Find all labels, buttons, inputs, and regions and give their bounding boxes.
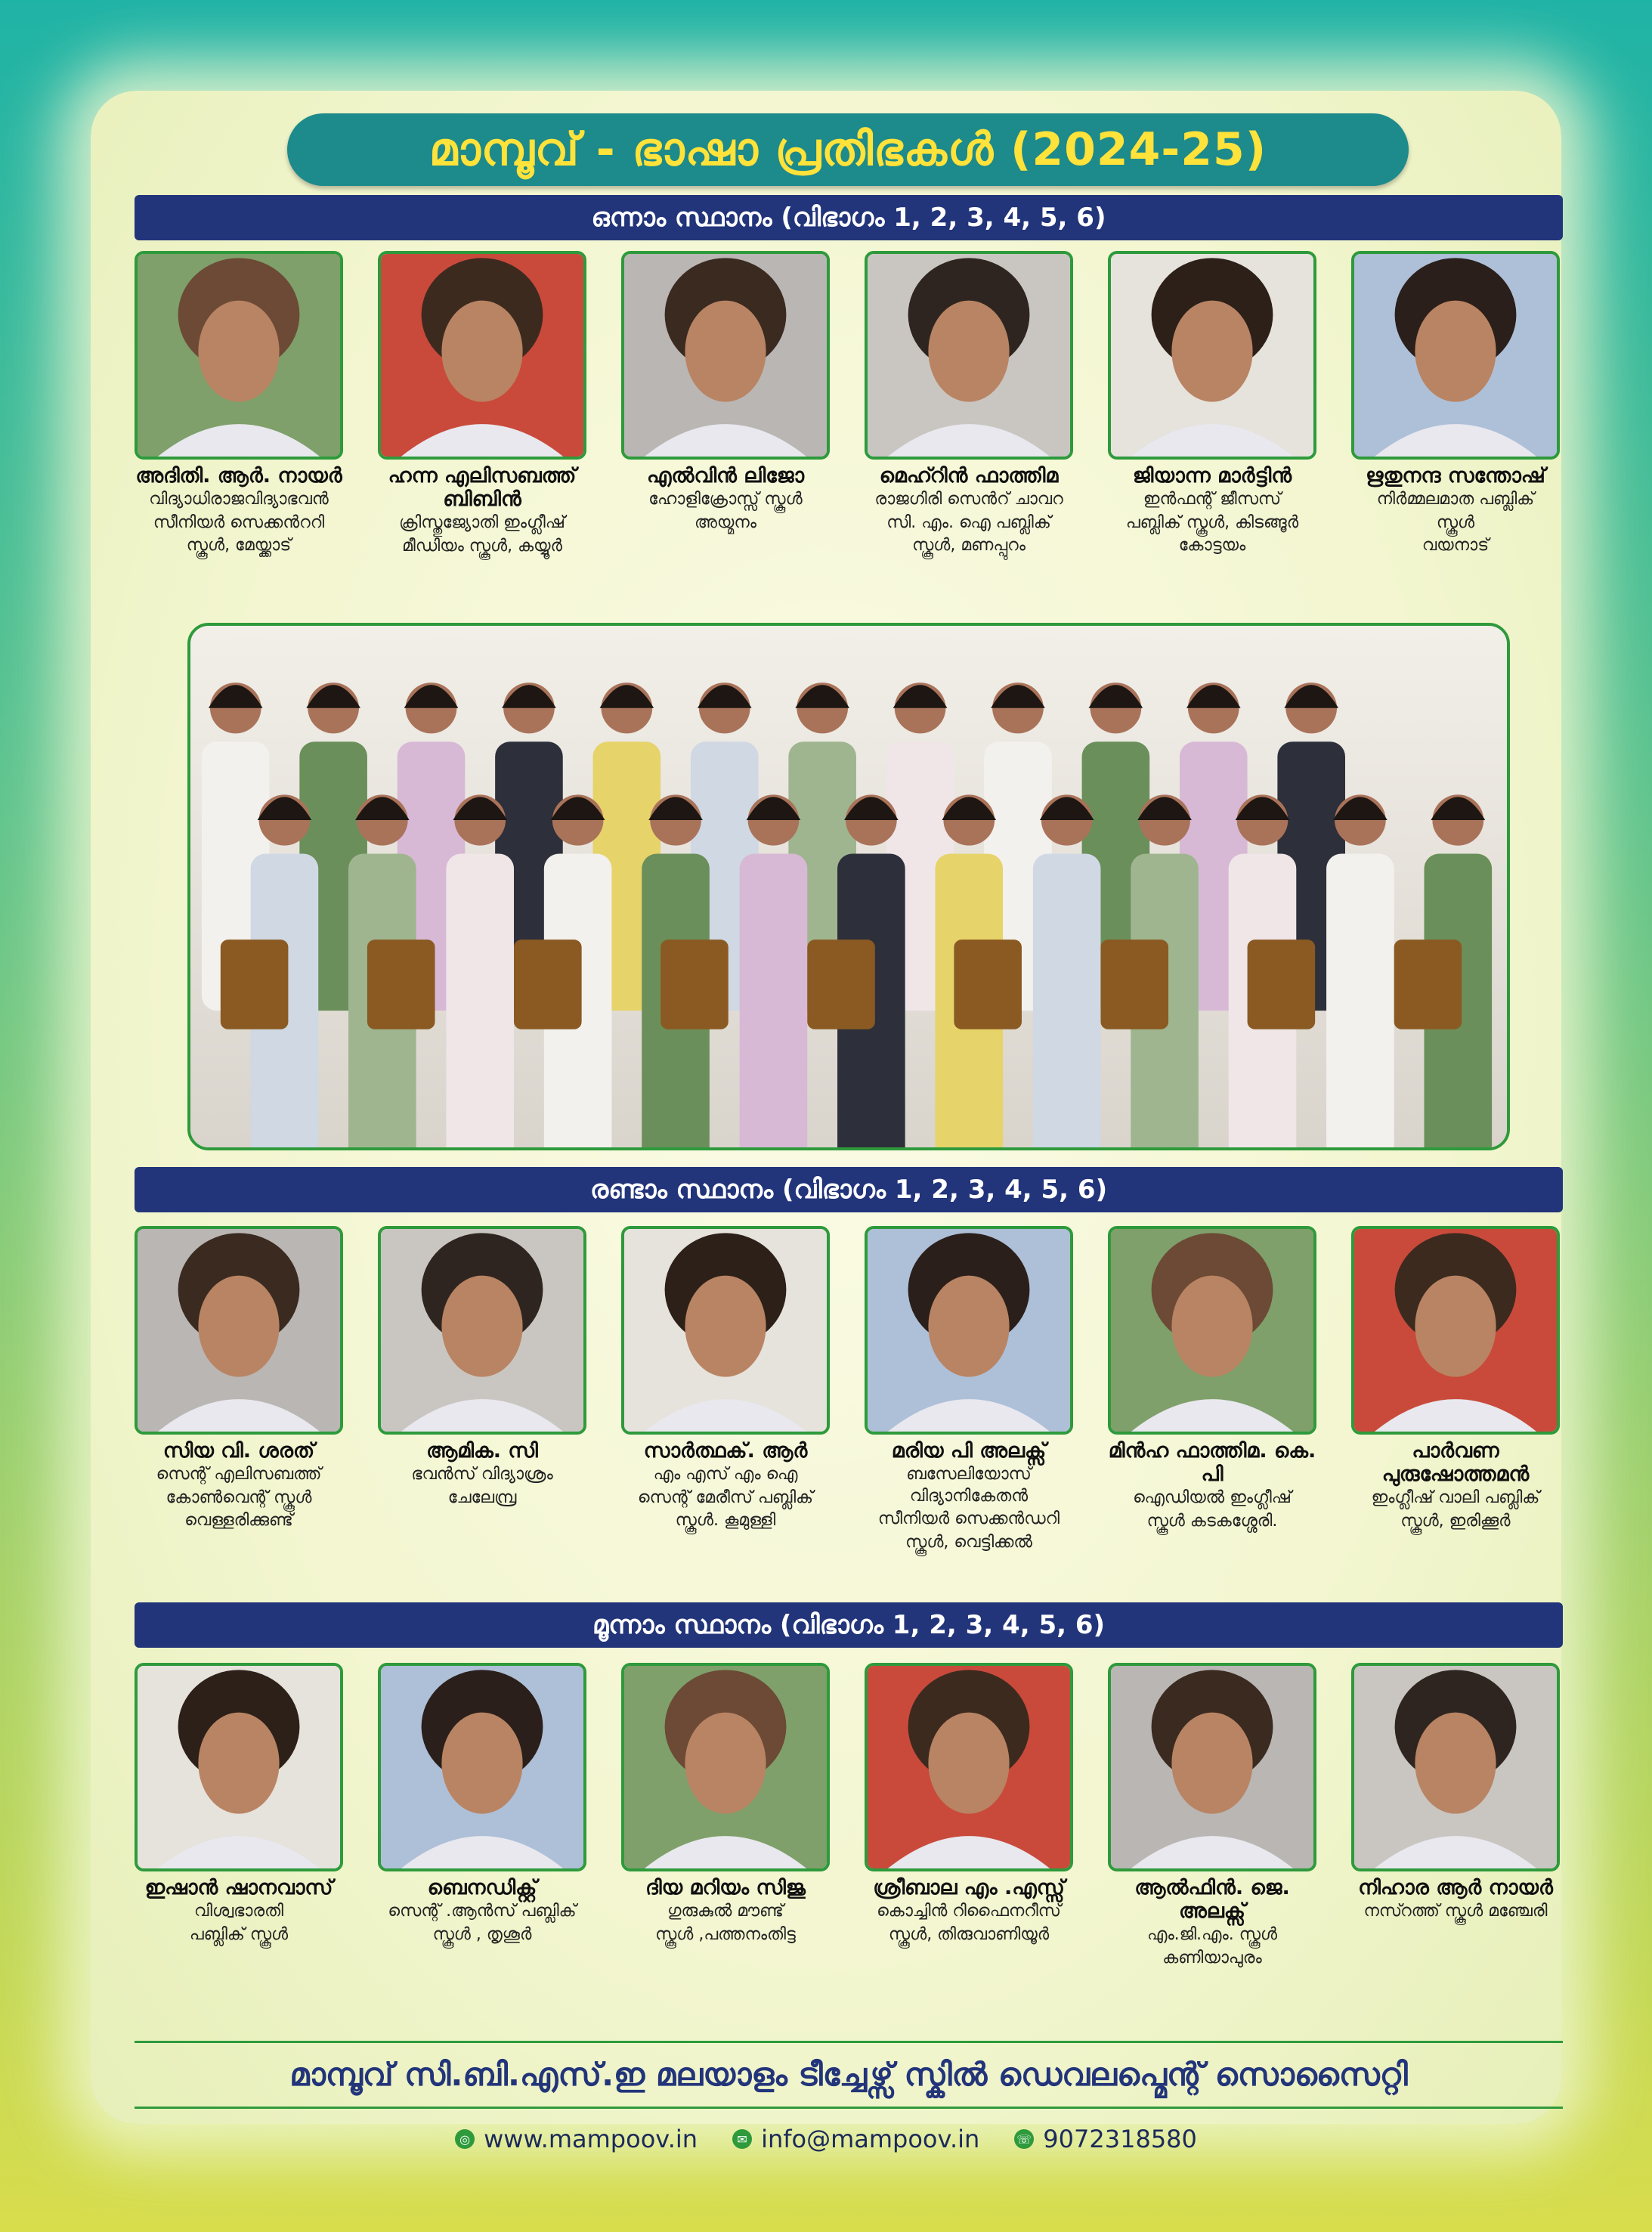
student-school-line: സ്കൂൾ, മണപ്പുറം [912,536,1026,556]
email-contact[interactable] [732,2125,979,2153]
student-card [621,1663,830,1946]
student-name: സിയ വി. ശരത് [162,1439,315,1463]
student-card [865,1226,1073,1553]
student-name: നിഹാര ആർ നായർ [1358,1876,1553,1899]
student-school-line: കൊച്ചിൻ റിഫൈനറീസ് [877,1902,1061,1921]
student-school-line: വിശ്വഭാരതി [193,1902,284,1921]
student-school-line: എം.ജി.എം. സ്കൂൾ [1146,1925,1278,1945]
phone-text[interactable]: 9072318580 [1043,2125,1197,2153]
student-card [621,1226,830,1532]
organization-name: മാമ്പൂവ് സി.ബി.എസ്.ഇ മലയാളം ടീച്ചേഴ്സ് സ്കിൽ ഡെവലപ്മെന്റ് സൊസൈറ്റി [135,2041,1563,2109]
student-school-line: ബസേലിയോസ് വിദ്യാനികേതൻ [906,1465,1032,1506]
award-plaque [1394,940,1462,1029]
award-plaque [514,940,582,1029]
student-photo [621,1226,830,1435]
student-school-line: കോൺവെന്റ് സ്കൂൾ [166,1487,312,1507]
second-place-heading: രണ്ടാം സ്ഥാനം (വിഭാഗം 1, 2, 3, 4, 5, 6) [135,1167,1563,1212]
student-name: ഋതുനന്ദ സന്തോഷ് [1366,464,1545,488]
student-card [1351,1663,1560,1923]
group-photo [187,623,1510,1150]
email-text[interactable]: info@mampoov.in [761,2125,980,2153]
contact-bar [0,2116,1652,2162]
student-school-line: ഇംഗ്ലീഷ് വാലി പബ്ലിക് [1371,1488,1540,1508]
award-plaque [221,940,289,1029]
phone-contact[interactable] [1014,2125,1197,2153]
student-name: എൽവിൻ ലിജോ [646,464,805,488]
student-school-line: സെന്റ് .ആൻസ് പബ്ലിക് [388,1902,577,1921]
website-contact[interactable] [455,2125,698,2153]
student-school-line: പബ്ലിക് സ്കൂൾ, കിടങ്ങൂർ [1125,512,1299,532]
student-photo [1108,1663,1316,1871]
student-school-line: ഗുരുകുൽ മൗണ്ട് [667,1902,784,1921]
award-plaque [1100,940,1168,1029]
student-card [1351,1226,1560,1532]
student-school-line: രാജഗിരി സെൻറ് ചാവറ [874,490,1063,509]
poster-title: മാമ്പൂവ് - ഭാഷാ പ്രതിഭകൾ (2024-25) [287,113,1409,186]
globe-icon: ◎ [455,2129,475,2149]
student-school-line: ഭവൻസ് വിദ്യാശ്രം [411,1465,553,1484]
student-school-line: ഇൻഫന്റ് ജീസസ് [1143,490,1282,509]
student-school-line: സെന്റ് എലിസബത്ത് [156,1465,322,1484]
student-name: ശ്രീബാല എം .എസ്സ് [873,1876,1065,1899]
student-name: ദിയ മറിയം സിജു [645,1876,806,1899]
student-school-line: സീനിയർ സെക്കൻററി [153,512,325,532]
student-photo [1351,251,1560,460]
student-photo [135,1226,343,1435]
student-photo [135,251,343,460]
student-school-line: സ്കൂൾ, ഇരിക്കൂർ [1400,1511,1511,1531]
mail-icon: ✉ [732,2129,752,2149]
student-school-line: വെള്ളരിക്കുണ്ട് [184,1511,293,1531]
student-card [378,1226,586,1509]
student-card [621,251,830,534]
student-photo [1351,1663,1560,1871]
student-school-line: ഹോളിക്രോസ്സ് സ്കൂൾ [648,490,803,509]
student-name: മെഹ്റിൻ ഫാത്തിമ [879,464,1059,488]
student-photo [621,251,830,460]
student-school-line: ഐഡിയൽ ഇംഗ്ലീഷ് [1133,1488,1292,1508]
student-card [1108,1663,1316,1969]
student-school-line: അയ്മനം [694,512,757,532]
student-name: മിൻഹ ഫാത്തിമ. കെ. പി [1108,1439,1316,1487]
student-school-line: നസ്റത്ത് സ്കൂൾ മഞ്ചേരി [1363,1902,1548,1921]
student-school-line: ചേലേമ്പ്ര [447,1487,517,1507]
student-photo [1108,1226,1316,1435]
student-name: ഇഷാൻ ഷാനവാസ് [144,1876,333,1899]
student-photo [378,1226,586,1435]
student-school-line: എം എസ് എം ഐ [653,1465,798,1484]
student-name: ബെനഡിക്റ്റ് [427,1876,537,1899]
student-school-line: മീഡിയം സ്കൂൾ, കയ്യൂർ [402,536,562,556]
student-school-line: സ്കൂൾ, മേയ്ക്കാട് [186,536,292,556]
website-text[interactable]: www.mampoov.in [484,2125,698,2153]
student-card [378,251,586,557]
award-plaque [660,940,729,1029]
student-school-line: സ്കൂൾ , തൃശൂർ [432,1924,532,1944]
student-card [865,251,1073,557]
student-photo [865,1663,1073,1871]
student-name: സാർത്ഥക്. ആർ [643,1439,808,1463]
student-school-line: സ്കൂൾ [1436,512,1475,532]
student-card [1351,251,1560,557]
student-card [378,1663,586,1946]
award-plaque [1248,940,1316,1029]
student-school-line: പബ്ലിക് സ്കൂൾ [189,1924,289,1944]
student-school-line: സെന്റ് മേരീസ് പബ്ലിക് [637,1487,814,1507]
student-name: പാർവണ പുരുഷോത്തമൻ [1381,1439,1530,1487]
award-plaque [807,940,875,1029]
third-place-heading: മൂന്നാം സ്ഥാനം (വിഭാഗം 1, 2, 3, 4, 5, 6) [135,1602,1563,1648]
student-photo [621,1663,830,1871]
student-name: മരിയ പി അലക്സ് [891,1439,1047,1463]
student-card [1108,251,1316,557]
award-plaque [367,940,435,1029]
student-school-line: നിർമ്മലമാത പബ്ലിക് [1376,490,1535,509]
student-name: അദിതി. ആർ. നായർ [135,464,342,488]
phone-icon: ☏ [1014,2129,1034,2149]
student-photo [378,251,586,460]
student-school-line: സ്കൂൾ, തിരുവാണിയൂർ [888,1924,1050,1944]
student-photo [378,1663,586,1871]
student-school-line: സീനിയർ സെക്കൻഡറി [877,1509,1060,1529]
student-school-line: ക്രിസ്തുജ്യോതി ഇംഗ്ലീഷ് [399,513,565,533]
student-school-line: സി. എം. ഐ പബ്ലിക് [886,512,1051,532]
first-place-heading: ഒന്നാം സ്ഥാനം (വിഭാഗം 1, 2, 3, 4, 5, 6) [135,195,1563,240]
student-school-line: സ്കൂൾ കടകശ്ശേരി. [1146,1511,1278,1531]
student-name: ആമിക. സി [426,1439,538,1463]
student-school-line: കണിയാപുരം [1162,1948,1262,1967]
student-school-line: വിദ്യാധിരാജവിദ്യാഭവൻ [149,490,329,509]
student-photo [1108,251,1316,460]
student-school-line: വയനാട് [1422,536,1490,556]
student-school-line: സ്കൂൾ. കൂമുള്ളി [675,1511,776,1531]
student-card [135,1226,343,1532]
student-name: ജിയാന്ന മാർട്ടിൻ [1132,464,1292,488]
student-name: ആൽഫിൻ. ജെ. അലക്സ് [1134,1876,1290,1924]
student-card [1108,1226,1316,1532]
award-plaque [954,940,1022,1029]
student-card [135,1663,343,1946]
student-photo [1351,1226,1560,1435]
student-photo [865,251,1073,460]
student-school-line: സ്കൂൾ, വെട്ടിക്കൽ [905,1532,1032,1552]
student-photo [135,1663,343,1871]
student-card [865,1663,1073,1946]
student-name: ഹന്ന എലിസബത്ത് ബിബിൻ [388,464,577,512]
student-card [135,251,343,557]
student-school-line: സ്കൂൾ ,പത്തനംതിട്ട [655,1924,796,1944]
student-photo [865,1226,1073,1435]
student-school-line: കോട്ടയം [1178,536,1246,556]
